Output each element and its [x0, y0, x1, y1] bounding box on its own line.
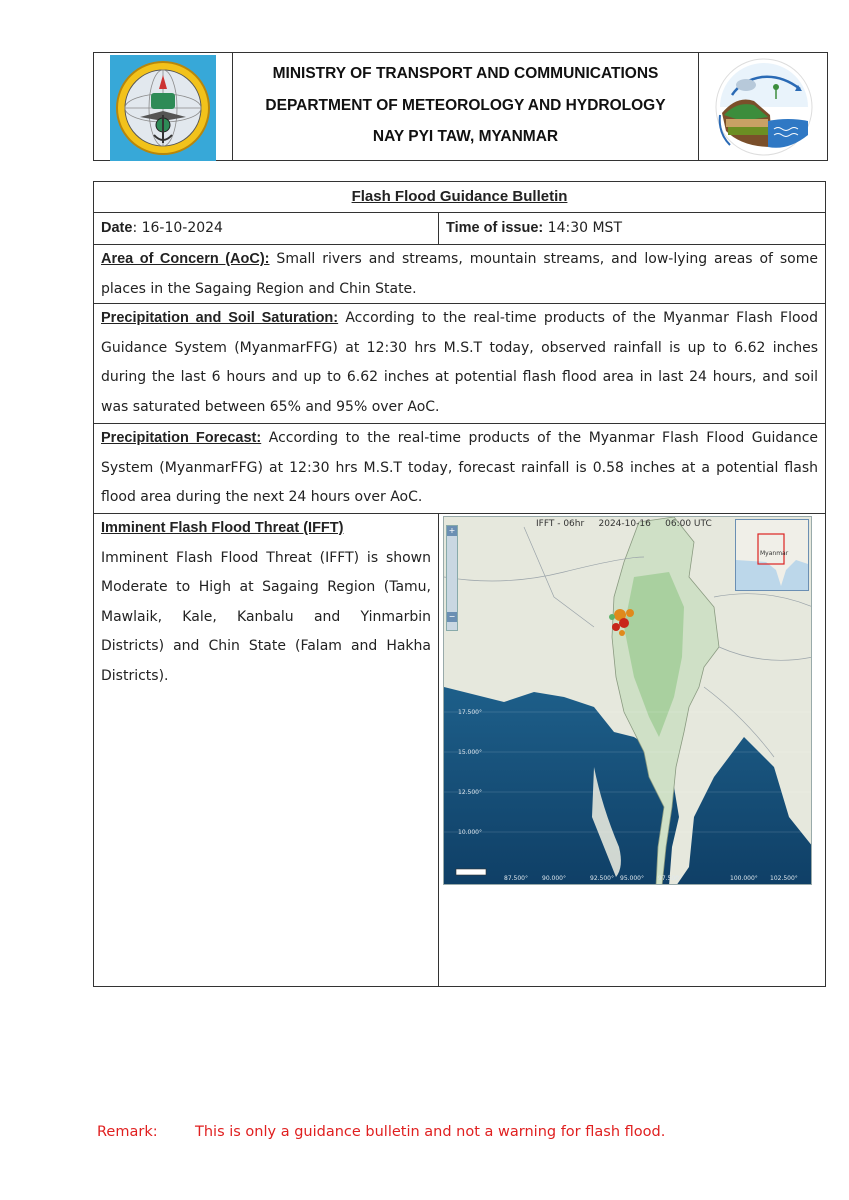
ministry-name: MINISTRY OF TRANSPORT AND COMMUNICATIONS [272, 65, 659, 82]
time-value: 14:30 MST [543, 220, 622, 236]
ifft-map-cell [439, 514, 825, 986]
zoom-out-icon[interactable]: − [448, 612, 456, 621]
water-cycle-logo [712, 55, 816, 159]
remark-text: This is only a guidance bulletin and not a warning for flash flood. [195, 1124, 666, 1140]
lon-label: 102.500° [770, 875, 798, 882]
date-value: : 16-10-2024 [132, 220, 223, 236]
map-time: 06:00 UTC [665, 519, 712, 529]
bulletin-table [93, 181, 826, 987]
map-zoom-control[interactable] [446, 525, 458, 631]
map-header [536, 519, 712, 529]
lon-label: 97.500° [658, 875, 682, 882]
map-date: 2024-10-16 [598, 519, 651, 529]
ifft-label: Imminent Flash Flood Threat (IFFT) [101, 520, 344, 536]
bulletin-title: Flash Flood Guidance Bulletin [351, 188, 568, 205]
remark [97, 1124, 666, 1140]
ifft-text-cell [94, 514, 439, 986]
lat-label: 15.000° [458, 749, 482, 756]
ifft-text: Imminent Flash Flood Threat (IFFT) is shown Moderate to High at Sagaing Region (Tamu, Mawlaik, Kale, Kanbalu and Yinmarbin Districts) and Chin State (Falam and Hakha Districts). [101, 549, 431, 684]
bulletin-title-row [94, 182, 825, 213]
ministry-logo-cell [94, 53, 233, 160]
forecast-label: Precipitation Forecast: [101, 430, 262, 446]
location: NAY PYI TAW, MYANMAR [372, 128, 559, 145]
date-time-row [94, 213, 825, 245]
lon-label: 87.500° [504, 875, 528, 882]
letterhead [93, 52, 828, 161]
forecast-row [94, 424, 825, 514]
precip-text: According to the real-time products of the Myanmar Flash Flood Guidance System (MyanmarFFG) at 12:30 hrs M.S.T today, observed rainfall is up to 6.62 inches during the last 6 hours and up to 6.62 inches at potential flash flood area in last 24 hours, and soil was saturated between 65% and 95% over AoC. [101, 310, 818, 415]
lat-label: 10.000° [458, 829, 482, 836]
letterhead-title [233, 53, 699, 160]
lon-label: 95.000° [620, 875, 644, 882]
lon-label: 100.000° [730, 875, 758, 882]
zoom-in-icon[interactable]: + [448, 526, 456, 535]
time-label: Time of issue: [446, 220, 544, 236]
hydrology-logo-cell [699, 53, 829, 160]
forecast-text: According to the real-time products of the Myanmar Flash Flood Guidance System (MyanmarFFG) at 12:30 hrs M.S.T today, forecast rainfall is 0.58 inches at a potential flash flood area during the next 24 hours over AoC. [101, 430, 819, 505]
precipitation-row [94, 304, 825, 424]
dmh-emblem-logo [110, 55, 216, 161]
department-name: DEPARTMENT OF METEOROLOGY AND HYDROLOGY [265, 96, 666, 114]
lon-label: 92.500° [590, 875, 614, 882]
remark-label: Remark: [97, 1124, 158, 1140]
precip-label: Precipitation and Soil Saturation: [101, 310, 339, 326]
time-cell [439, 213, 825, 244]
aoc-text: Small rivers and streams, mountain streams, and low-lying areas of some places in the Sagaing Region and Chin State. [101, 251, 818, 297]
overview-inset-map[interactable] [735, 519, 809, 591]
area-of-concern-row [94, 245, 825, 304]
date-cell [94, 213, 439, 244]
inset-country-label: Myanmar [760, 550, 789, 557]
date-label: Date [101, 220, 133, 236]
map-product: IFFT - 06hr [536, 519, 585, 529]
ifft-row [94, 514, 825, 986]
ifft-map [443, 516, 812, 885]
lat-label: 12.500° [458, 789, 482, 796]
lon-label: 90.000° [542, 875, 566, 882]
lat-label: 17.500° [458, 709, 482, 716]
aoc-label: Area of Concern (AoC): [101, 251, 270, 267]
